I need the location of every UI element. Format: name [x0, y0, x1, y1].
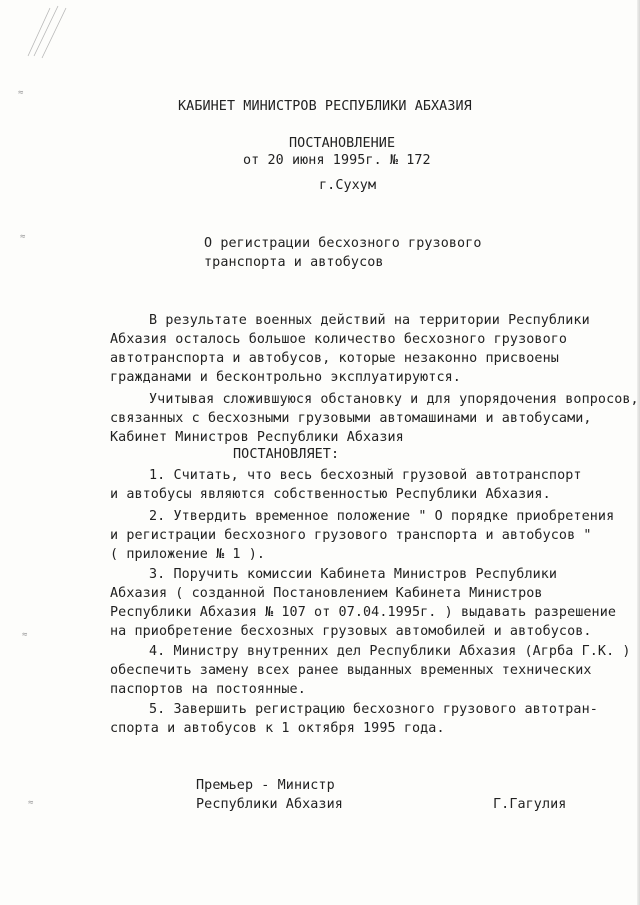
body-line: Абхазия осталось большое количество бесхозного грузового — [110, 332, 568, 347]
document-date-number: от 20 июня 1995г. № 172 — [243, 153, 431, 168]
body-line: гражданами и бесконтрольно эксплуатируются. — [110, 370, 461, 385]
document-type: ПОСТАНОВЛЕНИЕ — [289, 136, 396, 151]
signature-title: Премьер - Министр — [196, 778, 335, 793]
scan-mark: ≈ — [28, 798, 34, 808]
body-line: спорта и автобусов к 1 октября 1995 года. — [110, 721, 445, 736]
body-line: автотранспорта и автобусов, которые незаконно присвоены — [110, 351, 559, 366]
body-line: Кабинет Министров Республики Абхазия — [110, 430, 404, 445]
signature-title: Республики Абхазия — [196, 797, 343, 812]
body-line: В результате военных действий на территории Республики — [149, 313, 590, 328]
body-line: 4. Министру внутренних дел Республики Абхазия (Агрба Г.К. ) — [149, 644, 631, 659]
body-line: связанных с бесхозными грузовыми автомашинами и автобусами, — [110, 411, 592, 426]
body-line: паспортов на постоянные. — [110, 682, 306, 697]
scan-mark: ≈ — [22, 630, 28, 640]
body-line: Республики Абхазия № 107 от 07.04.1995г. ) выдавать разрешение — [110, 605, 617, 620]
document-city: г.Сухум — [319, 178, 377, 193]
subject-line: транспорта и автобусов — [204, 255, 384, 270]
signature-name: Г.Гагулия — [493, 797, 567, 812]
body-line: 1. Считать, что весь бесхозный грузовой автотранспорт — [149, 468, 582, 483]
body-line: на приобретение бесхозных грузовых автомобилей и автобусов. — [110, 624, 592, 639]
scan-mark: ≈ — [20, 232, 26, 242]
corner-scribble-icon — [20, 2, 80, 62]
body-line: 3. Поручить комиссии Кабинета Министров Республики — [149, 567, 558, 582]
body-line: Абхазия ( созданной Постановлением Кабинета Министров — [110, 586, 543, 601]
body-line: и автобусы являются собственностью Республики Абхазия. — [110, 487, 551, 502]
resolution-heading: ПОСТАНОВЛЯЕТ: — [233, 447, 340, 462]
scan-mark: ≈ — [18, 88, 24, 98]
body-line: 2. Утвердить временное положение " О порядке приобретения — [149, 509, 615, 524]
body-line: ( приложение № 1 ). — [110, 547, 266, 562]
body-line: 5. Завершить регистрацию бесхозного грузового автотран- — [149, 702, 598, 717]
body-line: Учитывая сложившуюся обстановку и для упорядочения вопросов, — [149, 392, 639, 407]
body-line: и регистрации бесхозного грузового транспорта и автобусов " — [110, 528, 592, 543]
subject-line: О регистрации бесхозного грузового — [204, 236, 482, 251]
body-line: обеспечить замену всех ранее выданных временных технических — [110, 663, 592, 678]
organization-title: КАБИНЕТ МИНИСТРОВ РЕСПУБЛИКИ АБХАЗИЯ — [178, 99, 472, 114]
